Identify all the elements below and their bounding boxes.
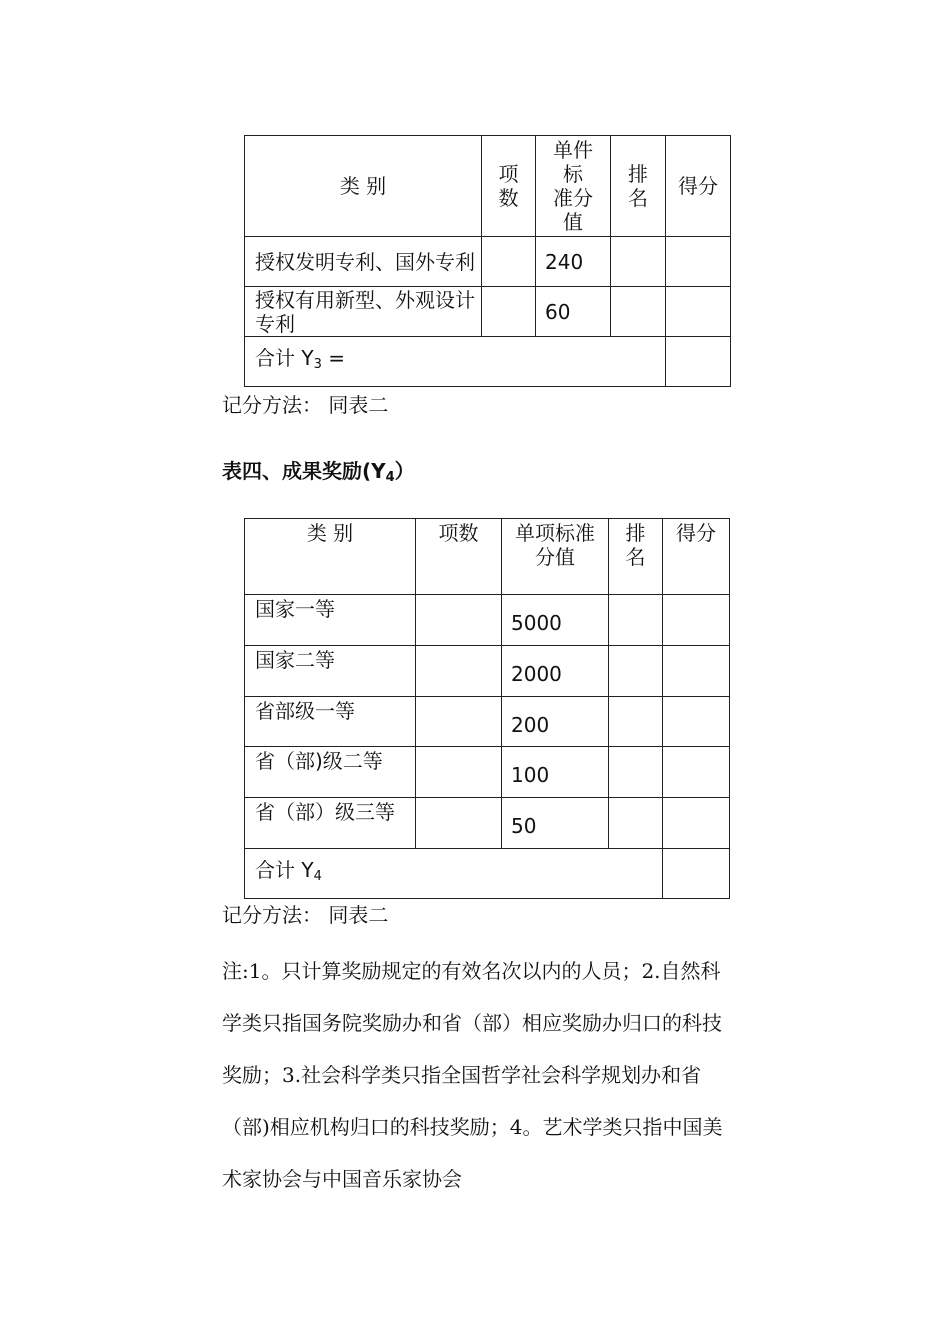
row-standard-score: 50 [502, 798, 609, 849]
row-score [663, 697, 730, 747]
scoring-method-note: 记分方法： 同表二 [222, 903, 389, 927]
row-score [666, 287, 731, 337]
row-rank [609, 595, 663, 646]
table-header-row [245, 519, 730, 595]
table-header-row [245, 136, 731, 237]
patent-table [244, 135, 731, 387]
row-rank [609, 747, 663, 798]
total-score [666, 337, 731, 387]
row-rank [609, 798, 663, 849]
header-standard-score: 单件 标 准分 值 [536, 136, 611, 237]
row-count [482, 237, 536, 287]
header-rank: 排 名 [611, 136, 666, 237]
total-row [245, 337, 731, 387]
total-score [663, 849, 730, 899]
scoring-method-note: 记分方法： 同表二 [222, 393, 389, 417]
table-row [245, 287, 731, 337]
header-standard-score: 单项标准 分值 [502, 519, 609, 595]
table-row [245, 237, 731, 287]
header-score: 得分 [663, 519, 730, 595]
total-row [245, 849, 730, 899]
row-count [416, 798, 502, 849]
total-label: 合计 $Y_3$ = [245, 337, 666, 387]
row-rank [609, 646, 663, 697]
header-category: 类 别 [245, 136, 482, 237]
row-count [416, 747, 502, 798]
table-row [245, 646, 730, 697]
total-label: 合计 $Y_4$ [245, 849, 663, 899]
row-category: 省（部）级三等 [245, 798, 416, 849]
row-count [416, 646, 502, 697]
table-row [245, 747, 730, 798]
header-count: 项 数 [482, 136, 536, 237]
row-rank [611, 237, 666, 287]
table-row [245, 798, 730, 849]
row-standard-score: 60 [536, 287, 611, 337]
row-score [663, 747, 730, 798]
footnote-paragraph: 注:1。只计算奖励规定的有效名次以内的人员；2.自然科学类只指国务院奖励办和省（部）相应奖励办归口的科技奖励；3.社会科学类只指全国哲学社会科学规划办和省（部)相应机构归口的科技奖励；4。艺术学类只指中国美术家协会与中国音乐家协会 [222, 959, 723, 1191]
row-rank [611, 287, 666, 337]
row-category: 授权发明专利、国外专利 [245, 237, 482, 287]
row-standard-score: 200 [502, 697, 609, 747]
row-category: 国家一等 [245, 595, 416, 646]
header-count: 项数 [416, 519, 502, 595]
row-score [663, 646, 730, 697]
row-count [482, 287, 536, 337]
row-count [416, 697, 502, 747]
header-category: 类 别 [245, 519, 416, 595]
row-count [416, 595, 502, 646]
header-score: 得分 [666, 136, 731, 237]
award-table [244, 518, 730, 899]
row-category: 省部级一等 [245, 697, 416, 747]
row-standard-score: 2000 [502, 646, 609, 697]
row-category: 国家二等 [245, 646, 416, 697]
section-heading: 表四、成果奖励$(Y_4)$ [222, 459, 415, 485]
row-standard-score: 5000 [502, 595, 609, 646]
row-score [663, 595, 730, 646]
table-row [245, 595, 730, 646]
row-score [663, 798, 730, 849]
row-score [666, 237, 731, 287]
row-rank [609, 697, 663, 747]
row-category: 省（部)级二等 [245, 747, 416, 798]
row-standard-score: 100 [502, 747, 609, 798]
row-standard-score: 240 [536, 237, 611, 287]
row-category: 授权有用新型、外观设计专利 [245, 287, 482, 337]
table-row [245, 697, 730, 747]
header-rank: 排 名 [609, 519, 663, 595]
